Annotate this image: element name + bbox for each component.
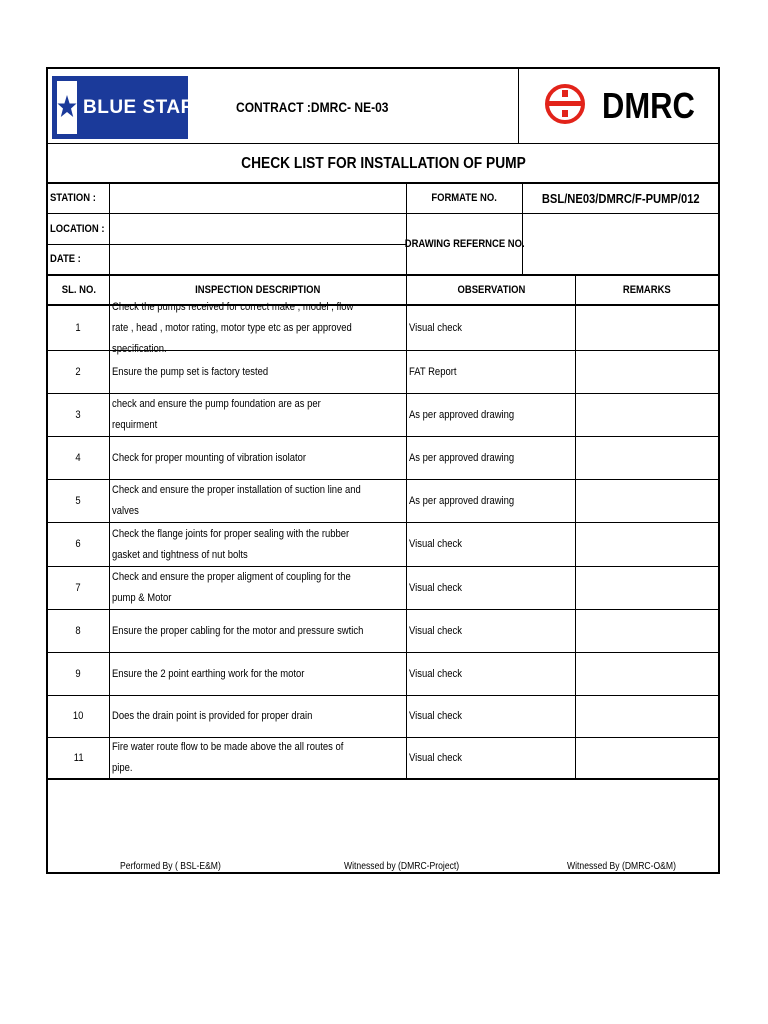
contract-number: CONTRACT :DMRC- NE-03	[236, 98, 389, 115]
signature-area[interactable]	[48, 780, 718, 860]
remarks-field[interactable]	[576, 523, 718, 566]
inspection-description: Check the pumps received for correct make , model , flow rate , head , motor rating, motor type etc as per approved specification.	[112, 300, 354, 355]
location-label: LOCATION :	[50, 222, 105, 235]
inspection-description: Check for proper mounting of vibration isolator	[112, 451, 307, 464]
performed-by-label: Performed By ( BSL-E&M)	[120, 860, 221, 872]
star-emblem	[57, 81, 77, 134]
drawing-reference-field[interactable]	[523, 214, 718, 274]
witnessed-by-om-label: Witnessed By (DMRC-O&M)	[567, 860, 676, 872]
inspection-description: Check the flange joints for proper sealing with the rubber gasket and tightness of nut bolts	[112, 527, 350, 561]
drawing-reference-label: DRAWING REFERNCE NO.	[404, 237, 525, 250]
blue-star-logo	[52, 76, 195, 139]
inspection-description: Check and ensure the proper installation of suction line and valves	[112, 484, 361, 517]
remarks-field[interactable]	[576, 610, 718, 652]
remarks-field[interactable]	[576, 351, 718, 393]
location-field[interactable]	[110, 214, 406, 244]
remarks-field[interactable]	[576, 394, 718, 436]
column-header-remarks: REMARKS	[623, 283, 671, 296]
row-number: 7	[75, 581, 82, 594]
row-number: 3	[75, 408, 82, 421]
date-field[interactable]	[110, 245, 406, 274]
observation-value: Visual check	[409, 751, 462, 764]
format-label: FORMATE NO.	[431, 192, 498, 204]
column-header-observation: OBSERVATION	[457, 283, 525, 296]
dmrc-logo-text: DMRC	[602, 84, 695, 126]
witnessed-by-project-label: Witnessed by (DMRC-Project)	[344, 860, 460, 872]
observation-value: Visual check	[409, 321, 462, 334]
row-number: 10	[73, 710, 84, 722]
row-number: 8	[75, 624, 82, 637]
inspection-description: Does the drain point is provided for proper drain	[112, 710, 313, 722]
dmrc-logo	[543, 78, 589, 130]
observation-value: As per approved drawing	[409, 451, 515, 464]
remarks-field[interactable]	[576, 567, 718, 609]
remarks-field[interactable]	[576, 696, 718, 737]
row-number: 9	[75, 667, 82, 680]
star-icon	[57, 81, 77, 134]
remarks-field[interactable]	[576, 480, 718, 522]
row-number: 11	[73, 751, 84, 764]
inspection-description: Fire water route flow to be made above the all routes of pipe.	[112, 741, 344, 774]
remarks-field[interactable]	[576, 738, 718, 778]
inspection-description: Ensure the pump set is factory tested	[112, 365, 269, 378]
observation-value: As per approved drawing	[409, 408, 515, 421]
observation-value: Visual check	[409, 581, 462, 594]
row-number: 5	[75, 494, 82, 507]
blue-star-logo-text: BLUE STAR	[83, 97, 195, 118]
page-title: CHECK LIST FOR INSTALLATION OF PUMP	[240, 154, 526, 172]
column-header-sl-no: SL. NO.	[61, 283, 96, 296]
remarks-field[interactable]	[576, 437, 718, 479]
row-number: 2	[75, 365, 82, 378]
remarks-field[interactable]	[576, 306, 718, 350]
row-number: 6	[75, 538, 82, 550]
row-number: 4	[75, 451, 82, 464]
date-label: DATE :	[50, 253, 81, 265]
inspection-description: Check and ensure the proper aligment of coupling for the pump & Motor	[112, 571, 351, 604]
row-number: 1	[75, 321, 82, 334]
inspection-description: check and ensure the pump foundation are as per requirment	[112, 398, 321, 431]
station-label: STATION :	[50, 192, 96, 204]
observation-value: Visual check	[409, 710, 462, 722]
remarks-field[interactable]	[576, 653, 718, 695]
observation-value: As per approved drawing	[409, 494, 515, 507]
dmrc-emblem-icon	[543, 78, 589, 130]
format-value: BSL/NE03/DMRC/F-PUMP/012	[541, 191, 700, 206]
observation-value: Visual check	[409, 624, 462, 637]
inspection-description: Ensure the 2 point earthing work for the motor	[112, 667, 305, 680]
observation-value: FAT Report	[409, 365, 457, 378]
column-header-inspection-description: INSPECTION DESCRIPTION	[195, 283, 321, 296]
checklist-sheet	[46, 67, 720, 874]
observation-value: Visual check	[409, 538, 462, 550]
observation-value: Visual check	[409, 667, 462, 680]
inspection-description: Ensure the proper cabling for the motor and pressure swtich	[112, 624, 364, 637]
station-field[interactable]	[110, 184, 406, 213]
